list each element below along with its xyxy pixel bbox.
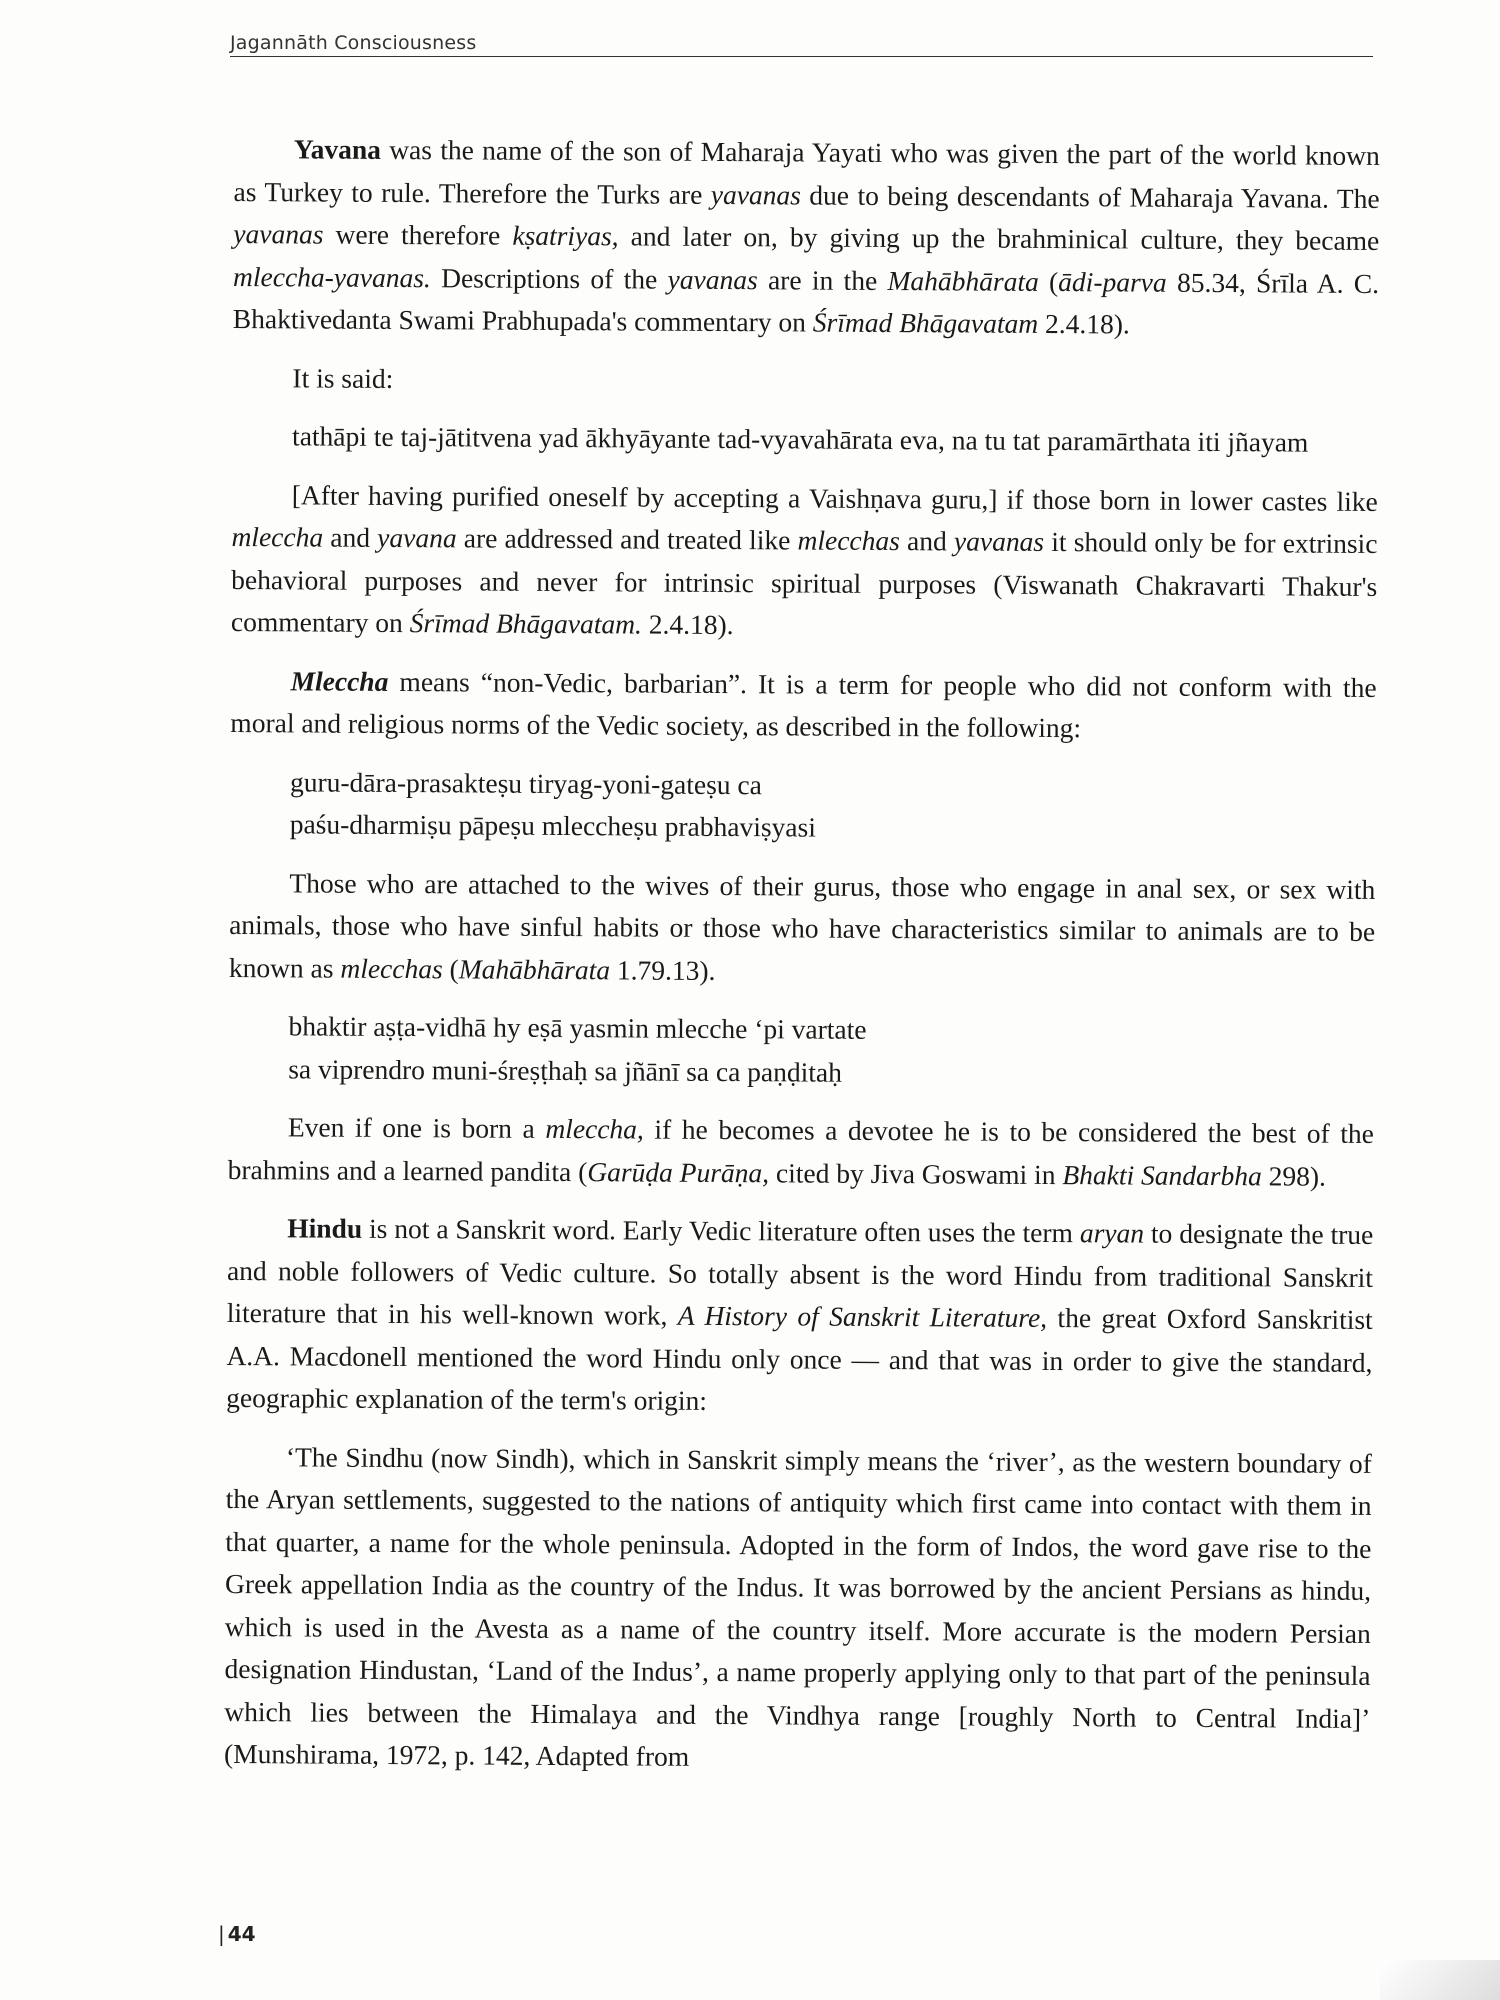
verse-block bbox=[288, 1005, 1374, 1097]
italic-text: yavanas bbox=[953, 525, 1045, 557]
paragraph bbox=[230, 659, 1376, 751]
paragraph bbox=[226, 1207, 1373, 1426]
text-run: ( bbox=[442, 952, 459, 984]
italic-text: A History of Sanskrit Literature, bbox=[677, 1299, 1048, 1333]
paragraph bbox=[231, 473, 1378, 650]
paragraph bbox=[233, 128, 1380, 347]
page-number bbox=[218, 1922, 256, 1946]
verse-line: bhaktir aṣṭa-vidhā hy eṣā yasmin mlecche ‘pi vartate bbox=[288, 1010, 867, 1045]
italic-text: Bhakti Sandarbha bbox=[1062, 1158, 1262, 1191]
italic-text: Mahābhārata bbox=[458, 952, 611, 985]
text-run: and bbox=[323, 521, 378, 553]
text-run: ( bbox=[1038, 265, 1059, 297]
paragraph bbox=[228, 1106, 1374, 1198]
italic-text: yavanas bbox=[233, 217, 324, 250]
term-heading: Yavana bbox=[293, 133, 382, 165]
text-run: and later on, by giving up the brahminical culture, they became bbox=[618, 220, 1380, 256]
italic-text: ādi-parva bbox=[1058, 265, 1167, 298]
italic-text: Śrīmad Bhāgavatam. bbox=[409, 607, 642, 640]
verse-line: paśu-dharmiṣu pāpeṣu mleccheṣu prabhaviṣyasi bbox=[289, 808, 817, 843]
italic-text: mlecchas bbox=[797, 524, 900, 557]
verse-line: guru-dāra-prasakteṣu tiryag-yoni-gateṣu ca bbox=[289, 765, 762, 800]
running-header bbox=[230, 32, 1373, 57]
text-run: 2.4.18). bbox=[1038, 307, 1130, 340]
term-heading: Hindu bbox=[287, 1212, 363, 1244]
text-run: to designate the true and noble followers of Vedic culture. So totally absent is the word Hindu from traditional Sanskrit literature that in his well-known work, bbox=[226, 1217, 1374, 1331]
running-title: Jagannāth Consciousness bbox=[230, 32, 477, 54]
italic-text: Garūḍa Purāṇa, bbox=[587, 1155, 770, 1188]
text-run: if he becomes a devotee he is to be considered the best of the brahmins and a learned pandita ( bbox=[227, 1113, 1374, 1187]
text-run: and bbox=[899, 525, 955, 557]
text-run: 2.4.18). bbox=[641, 608, 734, 641]
text-run: Even if one is born a bbox=[287, 1111, 546, 1144]
italic-text: mlecchas bbox=[340, 952, 443, 984]
italic-text: yavanas bbox=[710, 178, 802, 210]
text-run: 1.79.13). bbox=[609, 953, 716, 986]
paragraph bbox=[229, 861, 1376, 995]
verse-block bbox=[290, 761, 1376, 853]
text-run: 85.34, Śrīla A. C. Bhaktivedanta Swami Prabhupada's commentary on bbox=[232, 266, 1380, 338]
text-run: [After having purified oneself by accepting a Vaishṇava guru,] if those born in lower castes like bbox=[291, 478, 1378, 517]
text-run: is not a Sanskrit word. Early Vedic literature often uses the term bbox=[362, 1212, 1080, 1249]
paragraph bbox=[232, 415, 1378, 464]
text-run: are addressed and treated like bbox=[456, 522, 798, 556]
term-heading: Mleccha bbox=[290, 664, 389, 697]
verse-line: sa viprendro muni-śreṣṭhaḥ sa jñānī sa ca paṇḍitaḥ bbox=[288, 1052, 842, 1088]
italic-text: Śrīmad Bhāgavatam bbox=[812, 306, 1039, 339]
text-run: It is said: bbox=[292, 361, 394, 394]
text-run: cited by Jiva Goswami in bbox=[769, 1156, 1063, 1190]
italic-text: yavana bbox=[377, 521, 457, 554]
text-run: Descriptions of the bbox=[430, 261, 668, 295]
paragraph bbox=[224, 1435, 1372, 1782]
text-run: Those who are attached to the wives of their gurus, those who engage in anal sex, or sex with animals, those who have sinful habits or those who have characteristics similar to animals are to be known as bbox=[228, 866, 1376, 984]
text-run: due to being descendants of Maharaja Yavana. The bbox=[800, 178, 1380, 214]
text-run: the great Oxford Sanskritist A.A. Macdonell mentioned the word Hindu only once — and that was in order to give the standard, geographic explanation of the term's origin: bbox=[226, 1301, 1373, 1416]
page-corner-shadow bbox=[1380, 1960, 1500, 2000]
text-run: are in the bbox=[757, 263, 888, 296]
text-run: were therefore bbox=[323, 218, 513, 251]
italic-text: yavanas bbox=[667, 263, 758, 295]
italic-text: mleccha, bbox=[545, 1112, 644, 1145]
text-run: was the name of the son of Maharaja Yayati who was given the part of the world known as Turkey to rule. Therefore the Turks are bbox=[233, 133, 1380, 210]
italic-text: mleccha bbox=[231, 520, 324, 553]
text-run: tathāpi te taj-jātitvena yad ākhyāyante tad-vyavahārata eva, na tu tat paramārthata iti jñayam bbox=[292, 420, 1309, 458]
page-number-rule: | bbox=[218, 1922, 225, 1946]
italic-text: kṣatriyas, bbox=[512, 219, 619, 252]
text-run: it should only be for extrinsic behavioral purposes and never for intrinsic spiritual purposes (Viswanath Chakravarti Thakur's commentary on bbox=[230, 525, 1378, 639]
italic-text: aryan bbox=[1079, 1217, 1145, 1249]
italic-text: mleccha-yavanas. bbox=[233, 260, 431, 293]
text-run: means “non-Vedic, barbarian”. It is a term for people who did not conform with the moral and religious norms of the Vedic society, as described in the following: bbox=[230, 665, 1377, 744]
italic-text: Mahābhārata bbox=[887, 264, 1039, 297]
page-body bbox=[224, 128, 1380, 1798]
text-run: ‘The Sindhu (now Sindh), which in Sanskrit simply means the ‘river’, as the western boundary of the Aryan settlements, suggested to the nations of antiquity which first came into contact with them in that quarter, a name for the whole peninsula. Adopted in the form of Indos, the word gave rise to the Greek appellation India as the country of the Indus. It was borrowed by the ancient Persians as hindu, which is used in the Avesta as a name of the country itself. More accurate is the modern Persian designation Hindustan, ‘Land of the Indus’, a name properly applying only to that part of the peninsula which lies between the Himalaya and the Vindhya range [roughly North to Central India]’ (Munshirama, 1972, p. 142, Adapted from bbox=[223, 1440, 1372, 1772]
text-run: 298). bbox=[1261, 1159, 1327, 1192]
paragraph bbox=[232, 356, 1378, 405]
page-number-value: 44 bbox=[227, 1922, 256, 1946]
